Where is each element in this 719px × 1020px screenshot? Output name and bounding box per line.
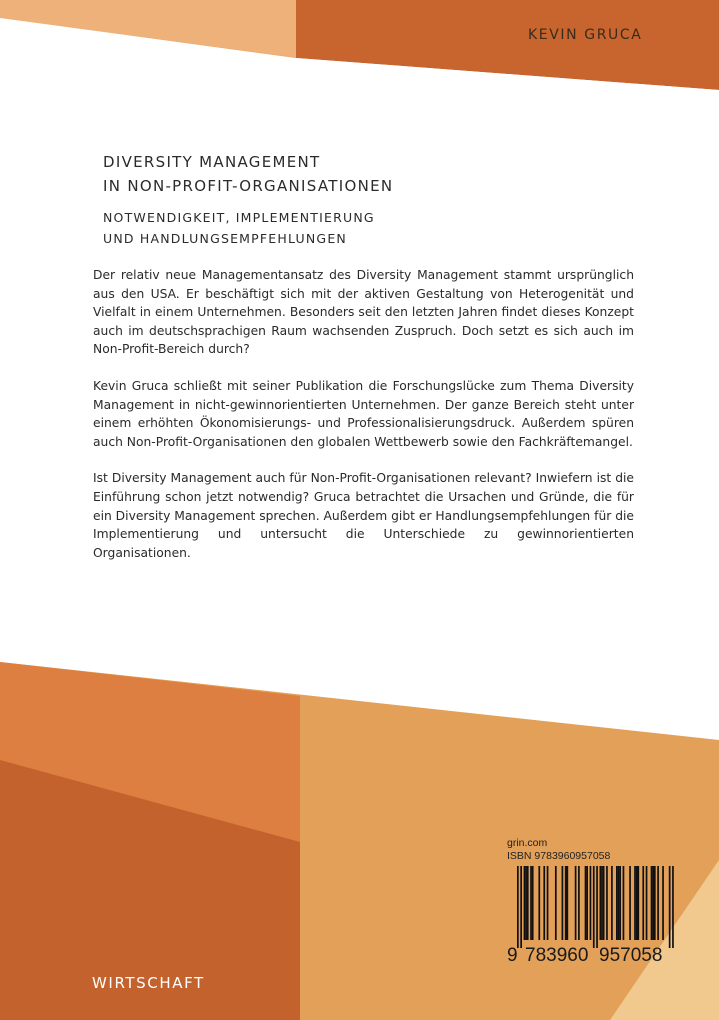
barcode-bar [606,866,608,940]
barcode-digits-right: 957058 [599,945,663,966]
barcode-bar [585,866,587,940]
blurb-paragraph: Der relativ neue Managementansatz des Diversity Management stammt ursprünglich aus den USA. Er beschäftigt sich mit der aktiven Gestaltung von Heterogenität und Vielfalt in einem Unternehmen. Besonders seit den letzten Jahren findet dieses Konzept auch im deutschsprachigen Raum wachsenden Zuspruch. Doch setzt es sich auch im Non-Profit-Bereich durch? [93,268,634,357]
barcode-bar [596,866,598,948]
barcode-bar [590,866,592,940]
barcode-bar [567,866,569,940]
barcode-bar [593,866,595,948]
barcode-bar [600,866,602,940]
barcode-bar [619,866,621,940]
barcode-bar [543,866,545,940]
title-line: IN NON-PROFIT-ORGANISATIONEN [103,177,394,195]
barcode-bar [586,866,588,940]
barcode-bar [520,866,522,948]
blurb-text [93,266,634,580]
book-title [103,150,393,198]
barcode-bar [525,866,527,940]
blurb-paragraph: Ist Diversity Management auch für Non-Profit-Organisationen relevant? Inwiefern ist die Einführung schon jetzt notwendig? Gruca betrachtet die Ursachen und Gründe, die für ein Diversity Management sprechen. Außerdem gibt er Handlungsempfehlungen für die Implementierung und untersucht die Unterschiede zu gewinnorientierten Organisationen. [93,471,634,560]
barcode-bar [532,866,534,940]
barcode-bar [618,866,620,940]
barcode-bar [636,866,638,940]
barcode-bar [637,866,639,940]
barcode-bar [562,866,564,940]
barcode-bar [603,866,605,940]
subtitle-line: UND HANDLUNGSEMPFEHLUNGEN [103,231,347,246]
barcode-bar [672,866,674,948]
barcode-bar [565,866,567,940]
barcode-bar [657,866,659,940]
barcode-bar [652,866,654,940]
barcode-icon [505,866,677,948]
barcode-bar [555,866,557,940]
barcode-bar [623,866,625,940]
barcode-block [505,837,677,967]
barcode-bar [538,866,540,940]
book-subtitle [103,207,375,249]
barcode-bar [642,866,644,940]
barcode-bar [527,866,529,940]
barcode-bar [547,866,549,940]
barcode-bar [575,866,577,940]
barcode-bar [669,866,671,948]
publisher-url: grin.com [507,837,548,849]
isbn-label: ISBN 9783960957058 [507,850,611,862]
barcode-bar [634,866,636,940]
barcode-bar [662,866,664,940]
category-label: WIRTSCHAFT [92,974,205,992]
author-name: KEVIN GRUCA [528,27,643,43]
barcode-digits-left: 783960 [525,945,589,966]
barcode-bar [651,866,653,940]
barcode-bar [654,866,656,940]
barcode-bar [524,866,526,940]
barcode-bar [646,866,648,940]
barcode-digit-lead: 9 [507,945,518,966]
barcode-bar [629,866,631,940]
blurb-paragraph: Kevin Gruca schließt mit seiner Publikation die Forschungslücke zum Thema Diversity Management in nicht-gewinnorientierten Unternehmen. Der ganze Bereich steht unter einem erhöhten Ökonomisierungs- und Professionalisierungsdruck. Außerdem spüren auch Non-Profit-Organisationen den globalen Wettbewerb sowie den Fachkräftemangel. [93,378,634,449]
barcode-bar [517,866,519,948]
barcode-bar [616,866,618,940]
subtitle-line: NOTWENDIGKEIT, IMPLEMENTIERUNG [103,210,375,225]
barcode-bar [530,866,532,940]
barcode-bar [611,866,613,940]
barcode-bar [601,866,603,940]
title-line: DIVERSITY MANAGEMENT [103,153,321,171]
barcode-bar [578,866,580,940]
